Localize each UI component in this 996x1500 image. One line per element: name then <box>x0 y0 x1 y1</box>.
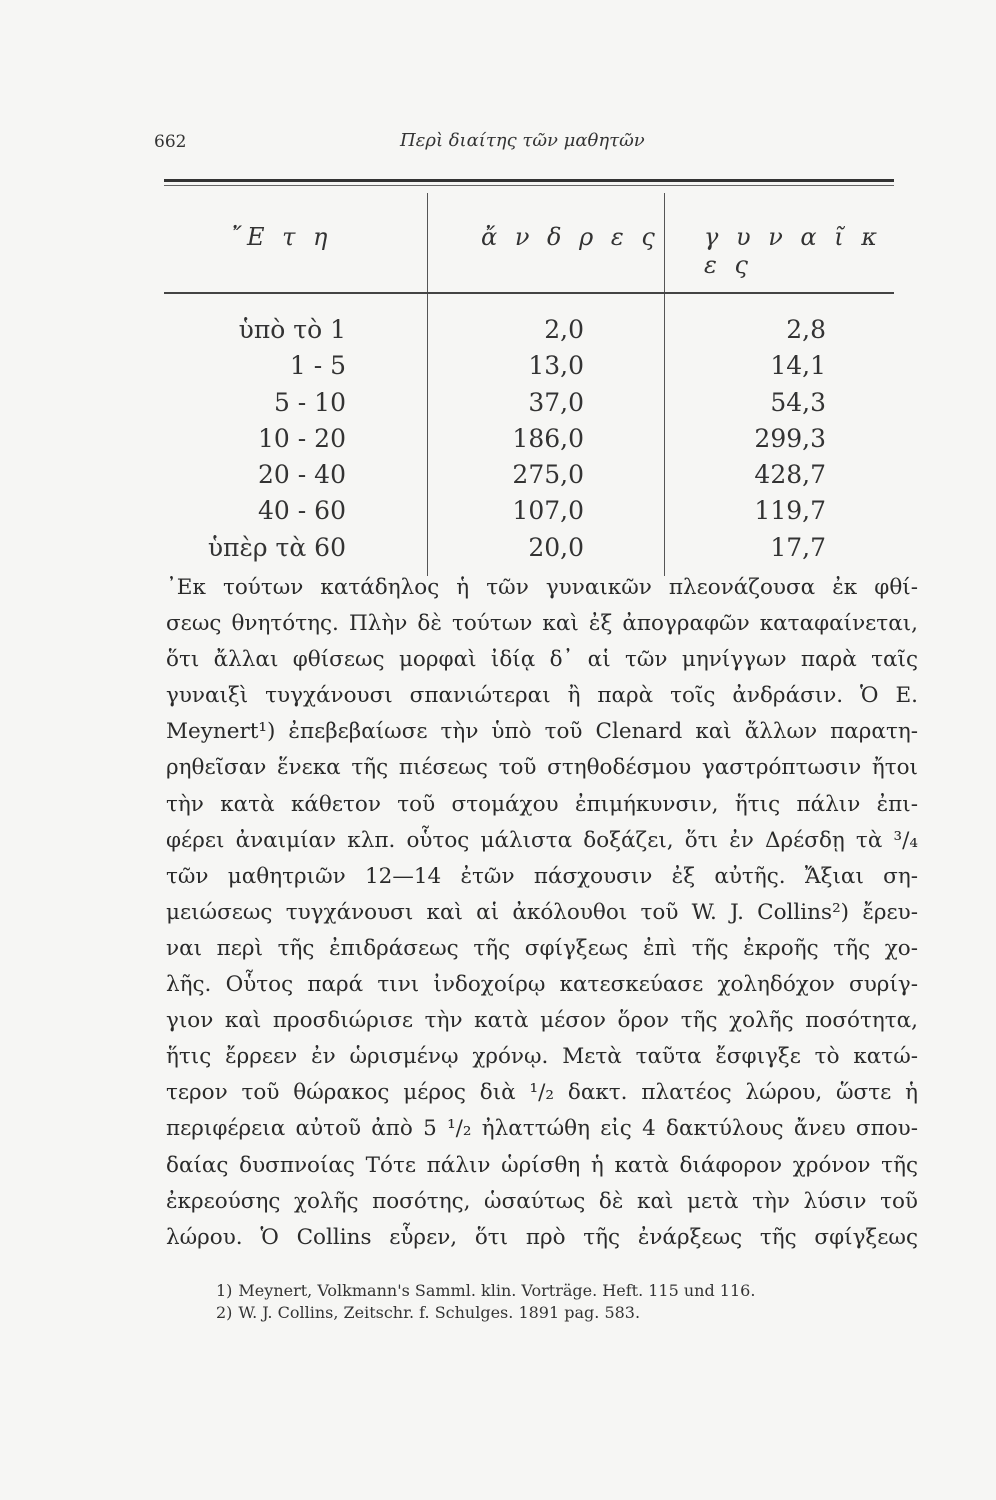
men-cell: 186,0 <box>512 423 584 453</box>
text-line: τὴν κατὰ κάθετον τοῦ στομάχου ἐπιμήκυνσιν, ἥτις πάλιν ἐπι- <box>166 791 918 817</box>
table-row <box>164 496 894 532</box>
women-cell: 428,7 <box>754 460 826 490</box>
age-cell: 1 - 5 <box>289 351 346 381</box>
text-line: Meynert¹) ἐπεβεβαίωσε τὴν ὑπὸ τοῦ Clenard καὶ ἄλλων παρατη- <box>166 719 918 745</box>
text-line: ἥτις ἔρρεεν ἐν ὡρισμένῳ χρόνῳ. Μετὰ ταῦτα ἔσφιγξε τὸ κατώ- <box>166 1044 918 1070</box>
page-number: 662 <box>154 132 187 152</box>
text-line: τῶν μαθητριῶν 12—14 ἐτῶν πάσχουσιν ἐξ αὐτῆς. Ἄξιαι ση- <box>166 863 918 889</box>
column-header-years: ῎Ε τ η <box>230 223 333 251</box>
men-cell: 275,0 <box>512 460 584 490</box>
text-line: ἐκρεούσης χολῆς ποσότης, ὡσαύτως δὲ καὶ μετὰ τὴν λύσιν τοῦ <box>166 1188 918 1214</box>
text-line: ρηθεῖσαν ἕνεκα τῆς πιέσεως τοῦ στηθοδέσμου γαστρόπτωσιν ἤτοι <box>166 755 918 781</box>
footnote-text: W. J. Collins, Zeitschr. f. Schulges. 1891 pag. 583. <box>238 1303 641 1322</box>
footnotes <box>216 1280 916 1324</box>
women-cell: 54,3 <box>770 387 826 417</box>
age-cell: ὑπὲρ τὰ 60 <box>207 532 346 562</box>
column-header-men: ἄ ν δ ρ ε ς <box>481 223 660 251</box>
table-top-rule <box>164 179 894 182</box>
column-header-women: γ υ ν α ῖ κ ε ς <box>704 223 883 279</box>
text-line: ὅτι ἄλλαι φθίσεως μορφαὶ ἰδίᾳ δ᾿ αἱ τῶν μηνίγγων παρὰ ταῖς <box>166 647 918 673</box>
age-cell: ὑπὸ τὸ 1 <box>238 315 346 344</box>
men-cell: 107,0 <box>512 496 584 526</box>
age-cell: 40 - 60 <box>258 496 346 526</box>
men-cell: 20,0 <box>528 532 584 562</box>
age-cell: 20 - 40 <box>258 460 346 490</box>
table-row <box>164 424 894 460</box>
text-line: σεως θνητότης. Πλὴν δὲ τούτων καὶ ἐξ ἀπογραφῶν καταφαίνεται, <box>166 611 918 637</box>
table-row <box>164 533 894 569</box>
footnote-text: Meynert, Volkmann's Samml. klin. Vorträge. Heft. 115 und 116. <box>238 1281 756 1300</box>
footnote <box>216 1302 916 1324</box>
footnote-mark: 2) <box>216 1303 233 1322</box>
table-row <box>164 351 894 387</box>
text-line: λῆς. Οὗτος παρά τινι ἰνδοχοίρῳ κατεσκεύασε χοληδόχον συρίγ- <box>166 972 918 998</box>
women-cell: 14,1 <box>770 351 826 381</box>
men-cell: 13,0 <box>528 351 584 381</box>
text-line: ᾿Εκ τούτων κατάδηλος ἡ τῶν γυναικῶν πλεονάζουσα ἐκ φθί- <box>166 575 918 600</box>
text-line: ναι περὶ τῆς ἐπιδράσεως τῆς σφίγξεως ἐπὶ τῆς ἐκροῆς τῆς χο- <box>166 935 918 961</box>
men-cell: 37,0 <box>528 387 584 417</box>
mortality-table <box>164 179 894 579</box>
women-cell: 119,7 <box>754 496 826 526</box>
text-line: μειώσεως τυγχάνουσι καὶ αἱ ἀκόλουθοι τοῦ W. J. Collins²) ἔρευ- <box>166 899 918 925</box>
text-line: περιφέρεια αὐτοῦ ἀπὸ 5 ¹/₂ ἠλαττώθη εἰς 4 δακτύλους ἄνευ σπου- <box>166 1116 918 1142</box>
footnote-mark: 1) <box>216 1281 233 1300</box>
text-line: γιον καὶ προσδιώρισε τὴν κατὰ μέσον ὅρον τῆς χολῆς ποσότητα, <box>166 1008 918 1034</box>
table-row <box>164 460 894 496</box>
table-row <box>164 315 894 351</box>
body-paragraph <box>166 570 918 1256</box>
women-cell: 299,3 <box>754 423 826 453</box>
footnote <box>216 1280 916 1302</box>
age-cell: 5 - 10 <box>273 387 346 417</box>
text-line: γυναιξὶ τυγχάνουσι σπανιώτεραι ἢ παρὰ τοῖς ἀνδράσιν. Ὁ Ε. <box>166 683 918 709</box>
text-line: λώρου. Ὁ Collins εὗρεν, ὅτι πρὸ τῆς ἐνάρξεως τῆς σφίγξεως <box>166 1224 918 1250</box>
table-body <box>164 315 894 569</box>
table-row <box>164 388 894 424</box>
women-cell: 17,7 <box>770 532 826 562</box>
text-line: δαίας δυσπνοίας Τότε πάλιν ὡρίσθη ἡ κατὰ διάφορον χρόνον τῆς <box>166 1152 918 1178</box>
table-top-rule-thin <box>164 185 894 186</box>
running-title: Περὶ διαίτης τῶν μαθητῶν <box>400 130 645 151</box>
text-line: τερον τοῦ θώρακος μέρος διὰ ¹/₂ δακτ. πλατέος λώρου, ὥστε ἡ <box>166 1080 918 1106</box>
men-cell: 2,0 <box>544 315 584 344</box>
header-rule <box>164 292 894 294</box>
text-line: φέρει ἀναιμίαν κλπ. οὗτος μάλιστα δοξάζει, ὅτι ἐν Δρέσδῃ τὰ ³/₄ <box>166 827 918 853</box>
women-cell: 2,8 <box>786 315 826 344</box>
age-cell: 10 - 20 <box>258 423 346 453</box>
